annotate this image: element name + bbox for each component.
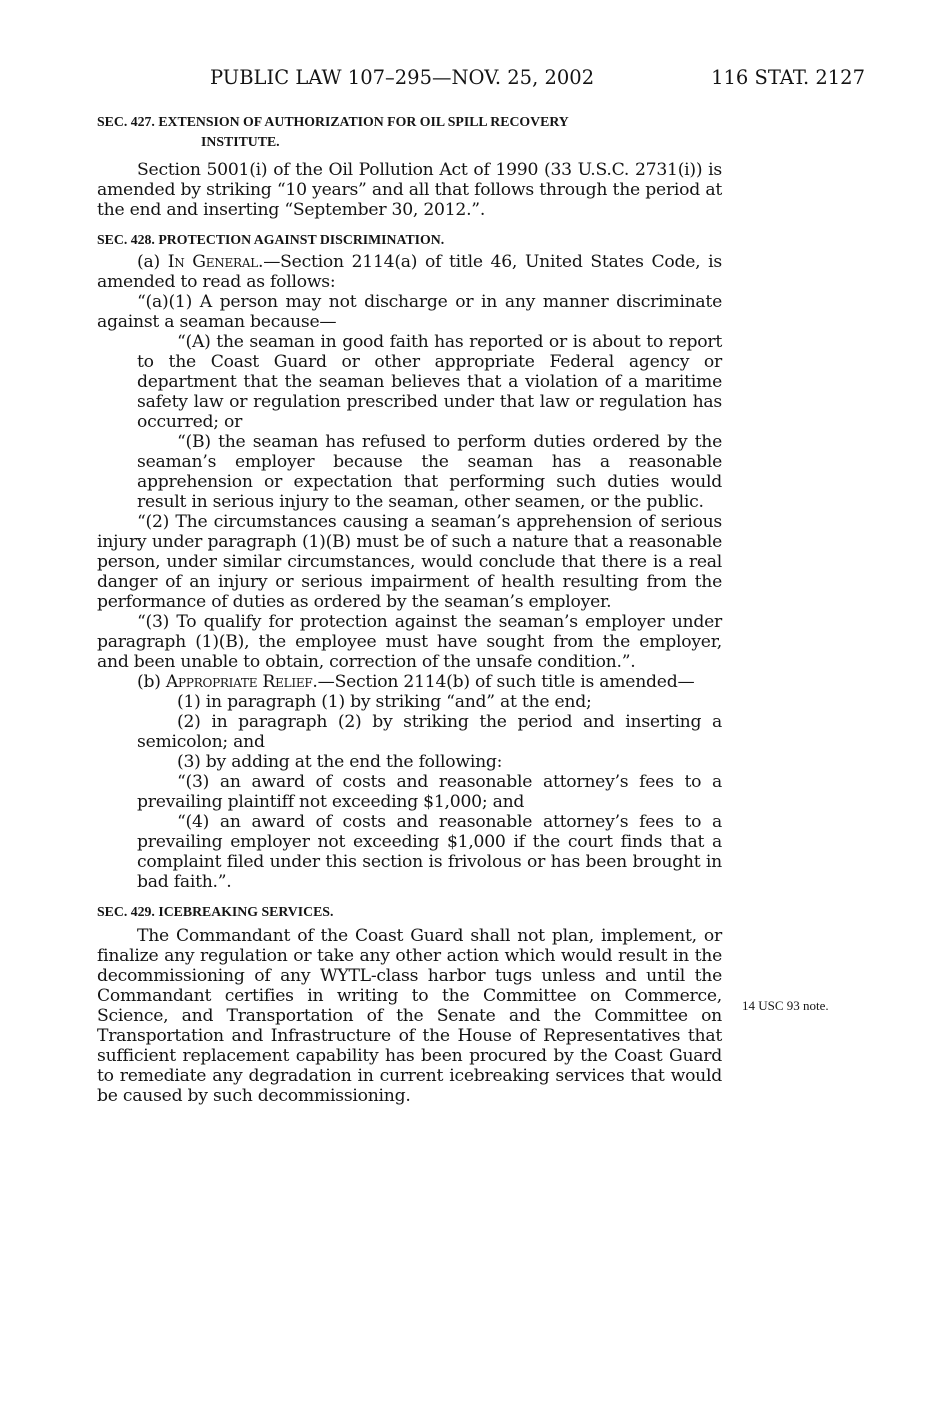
sec-428-a [97, 252, 722, 292]
sec-429-heading: SEC. 429. ICEBREAKING SERVICES. [97, 904, 334, 919]
sec-428-quoted-3: “(3) an award of costs and reasonable attorney’s fees to a prevailing plaintiff not exceeding $1,000; and [137, 772, 722, 812]
sec-428-para-B: “(B) the seaman has refused to perform duties ordered by the seaman’s employer because the seaman has a reasonable apprehension or expectation that performing such duties would result in serious injury to the seaman, other seamen, or the public. [137, 432, 722, 512]
sec-429-body: The Commandant of the Coast Guard shall not plan, implement, or finalize any regulation or take any other action which would result in the decommissioning of any WYTL-class harbor tugs unless and until the Commandant certifies in writing to the Committee on Commerce, Science, and Transportation of the Senate and the Committee on Transportation and Infrastructure of the House of Representatives that sufficient replacement capability has been procured by the Coast Guard to remediate any degradation in current icebreaking services that would be caused by such decommissioning. [97, 926, 722, 1106]
page-header-title: PUBLIC LAW 107–295—NOV. 25, 2002 [210, 66, 595, 89]
sec-428-a-label: (a) [137, 252, 168, 272]
sec-428-heading: SEC. 428. PROTECTION AGAINST DISCRIMINATION. [97, 232, 445, 247]
sec-429-margin-note: 14 USC 93 note. [742, 998, 829, 1013]
sec-428-b-caption: Appropriate Relief [165, 672, 313, 692]
sec-428-para-A: “(A) the seaman in good faith has reported or is about to report to the Coast Guard or other appropriate Federal agency or department that the seaman believes that a violation of a maritime safety law or regulation prescribed under that law or regulation has occurred; or [137, 332, 722, 432]
sec-428-a-caption: In General [167, 252, 258, 272]
text-column [97, 112, 722, 1106]
sec-428-quoted-4: “(4) an award of costs and reasonable attorney’s fees to a prevailing employer not exceeding $1,000 if the court finds that a complaint filed under this section is frivolous or has been brought in bad faith.”. [137, 812, 722, 892]
sec-427-body: Section 5001(i) of the Oil Pollution Act of 1990 (33 U.S.C. 2731(i)) is amended by striking “10 years” and all that follows through the period at the end and inserting “September 30, 2012.”. [97, 160, 722, 220]
page-header [210, 66, 865, 96]
sec-428-para-2: “(2) The circumstances causing a seaman’s apprehension of serious injury under paragraph (1)(B) must be of such a nature that a reasonable person, under similar circumstances, would conclude that there is a real danger of an injury or serious impairment of health resulting from the performance of duties as ordered by the seaman’s employer. [97, 512, 722, 612]
sec-428-para-3: “(3) To qualify for protection against the seaman’s employer under paragraph (1)(B), the employee must have sought from the employer, and been unable to obtain, correction of the unsafe condition.”. [97, 612, 722, 672]
sec-428-b-item-3: (3) by adding at the end the following: [177, 752, 503, 772]
sec-428-b-item-2: (2) in paragraph (2) by striking the period and inserting a semicolon; and [137, 712, 722, 752]
sec-428-para-1: “(a)(1) A person may not discharge or in any manner discriminate against a seaman because— [97, 292, 722, 332]
sec-427-heading-line1: SEC. 427. EXTENSION OF AUTHORIZATION FOR OIL SPILL RECOVERY [97, 114, 569, 129]
sec-427-heading [97, 112, 722, 152]
sec-428-a-text: .—Section 2114(a) of title 46, United States Code, is amended to read as follows: [97, 252, 722, 292]
sec-428-b [97, 672, 722, 692]
sec-428-b-text: .—Section 2114(b) of such title is amended— [312, 672, 695, 692]
sec-428-b-item-1: (1) in paragraph (1) by striking “and” at the end; [177, 692, 592, 712]
sec-427-heading-line2: INSTITUTE. [201, 134, 280, 149]
page-header-stat: 116 STAT. 2127 [711, 66, 865, 89]
sec-428-b-label: (b) [137, 672, 166, 692]
